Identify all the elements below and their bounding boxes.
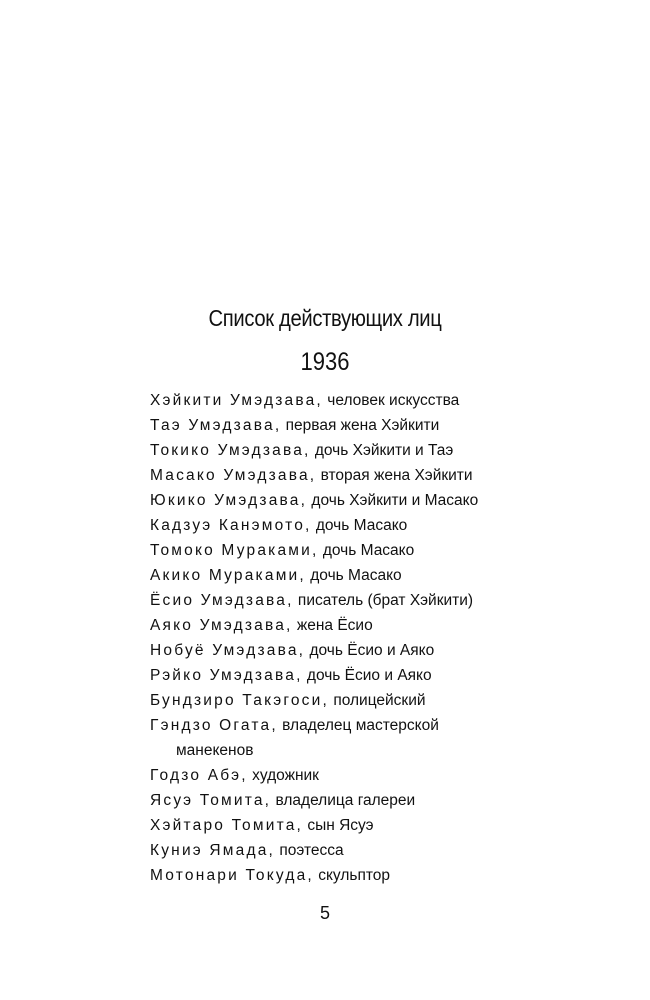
character-entry: [150, 713, 530, 738]
character-role: поэтесса: [275, 842, 344, 859]
character-role: скульптор: [313, 867, 391, 884]
year-heading: 1936: [300, 348, 350, 376]
character-role: дочь Хэйкити и Таэ: [310, 442, 454, 459]
character-role: полицейский: [329, 692, 426, 709]
character-name: Таэ Умэдзава,: [150, 417, 282, 434]
character-entry: [150, 413, 530, 438]
character-entry: [150, 788, 530, 813]
character-name: Токико Умэдзава,: [150, 442, 311, 459]
character-name: Томоко Мураками,: [150, 542, 319, 559]
character-name: Хэйтаро Томита,: [150, 817, 304, 834]
character-role: первая жена Хэйкити: [281, 417, 440, 434]
character-name: Гэндзо Огата,: [150, 717, 278, 734]
character-role: жена Ёсио: [292, 617, 373, 634]
character-name: Хэйкити Умэдзава,: [150, 392, 323, 409]
character-role-continuation: манекенов: [176, 742, 254, 759]
character-role: дочь Ёсио и Аяко: [302, 667, 432, 684]
character-role: сын Ясуэ: [303, 817, 374, 834]
character-name: Ясуэ Томита,: [150, 792, 272, 809]
page-number: 5: [319, 903, 330, 923]
character-name: Юкико Умэдзава,: [150, 492, 308, 509]
character-entry: [150, 563, 530, 588]
character-entry: [150, 438, 530, 463]
character-entry: [150, 638, 530, 663]
character-name: Мотонари Токуда,: [150, 867, 314, 884]
character-role: писатель (брат Хэйкити): [293, 592, 474, 609]
character-role: дочь Масако: [318, 542, 415, 559]
character-entry: [150, 388, 530, 413]
character-role: владелица галереи: [271, 792, 416, 809]
character-name: Кадзуэ Канэмото,: [150, 517, 312, 534]
character-name: Нобуё Умэдзава,: [150, 642, 306, 659]
character-role: дочь Ёсио и Аяко: [305, 642, 435, 659]
character-name: Куниэ Ямада,: [150, 842, 276, 859]
character-role: дочь Хэйкити и Масако: [307, 492, 479, 509]
character-entry: [150, 813, 530, 838]
character-name: Бундзиро Такэгоси,: [150, 692, 330, 709]
character-entry: [150, 463, 530, 488]
character-role: вторая жена Хэйкити: [316, 467, 473, 484]
character-role: владелец мастерской: [277, 717, 439, 734]
character-name: Масако Умэдзава,: [150, 467, 317, 484]
character-entry: [150, 538, 530, 563]
character-entry: [150, 663, 530, 688]
character-entry: [150, 838, 530, 863]
character-entry: [150, 613, 530, 638]
character-role: человек искусства: [322, 392, 460, 409]
character-role: дочь Масако: [305, 567, 402, 584]
character-role: художник: [247, 767, 319, 784]
character-entry: [150, 488, 530, 513]
character-name: Акико Мураками,: [150, 567, 306, 584]
page-title: Список действующих лиц: [208, 305, 442, 331]
character-name: Ёсио Умэдзава,: [150, 592, 294, 609]
character-entry: [150, 688, 530, 713]
character-role: дочь Масако: [311, 517, 408, 534]
character-entry: [150, 763, 530, 788]
character-name: Годзо Абэ,: [150, 767, 248, 784]
character-entry: [150, 588, 530, 613]
character-name: Рэйко Умэдзава,: [150, 667, 303, 684]
character-entry: [150, 863, 530, 888]
character-entry: [150, 513, 530, 538]
character-list: [150, 388, 530, 888]
character-name: Аяко Умэдзава,: [150, 617, 293, 634]
